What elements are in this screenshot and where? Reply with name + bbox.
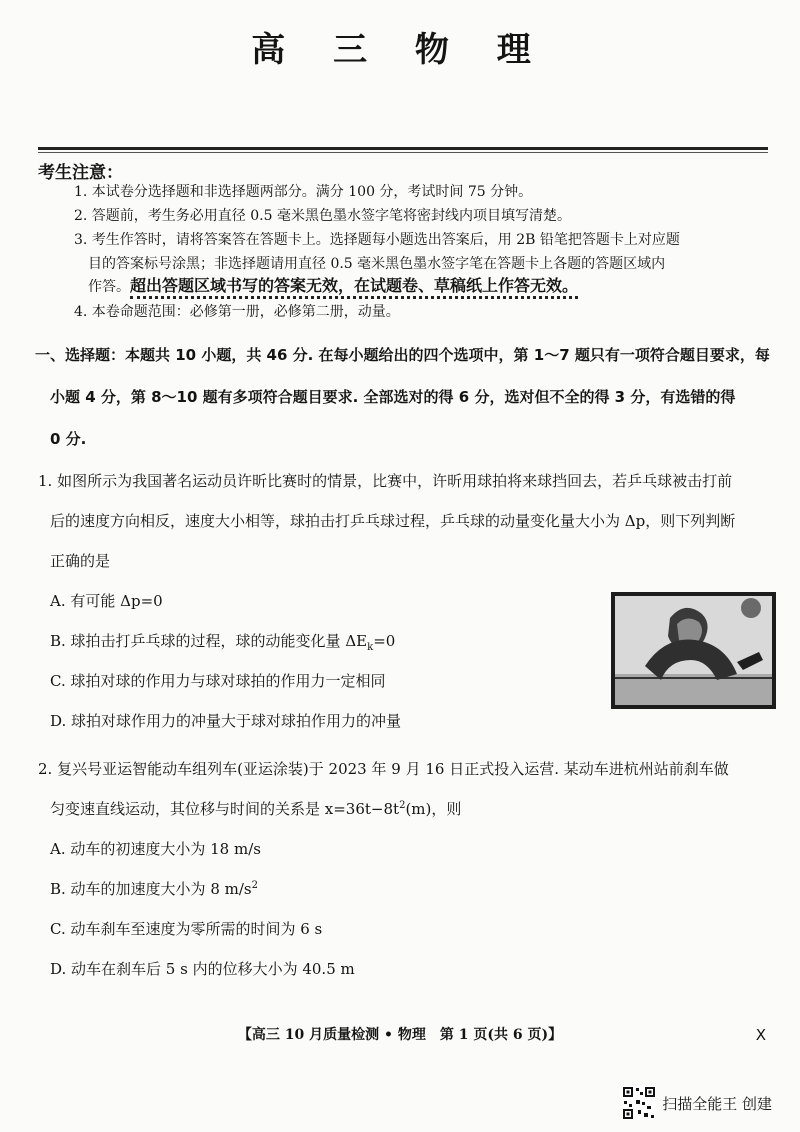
divider-thin: [38, 152, 768, 153]
notice-item-4: 4. 本卷命题范围：必修第一册，必修第二册，动量。: [74, 304, 400, 320]
notice-item-3: 3. 考生作答时，请将答案答在答题卡上。选择题每小题选出答案后，用 2B 铅笔把答题卡上对应题: [74, 232, 680, 248]
notice-item-3-text: 作答。: [88, 279, 130, 295]
notice-item-3-line-2: 目的答案标号涂黑；非选择题请用直径 0.5 毫米黑色墨水签字笔在答题卡上各题的答题区域内: [88, 256, 666, 272]
option-b-subscript: k: [367, 642, 374, 653]
page-footer: 【高三 10 月质量检测 • 物理 第 1 页(共 6 页)】: [237, 1027, 563, 1043]
athlete-photo: [611, 592, 776, 709]
q2-option-b-text: B. 动车的加速度大小为 8 m/s: [50, 880, 252, 898]
question-1-line-3: 正确的是: [50, 552, 111, 570]
question-1-line-1: 1. 如图所示为我国著名运动员许昕比赛时的情景，比赛中，许昕用球拍将来球挡回去，若乒乓球被击打前: [38, 472, 733, 490]
option-b-text: B. 球拍击打乒乓球的过程，球的动能变化量 ΔE: [50, 632, 368, 650]
question-2-tail: (m)，则: [405, 800, 462, 818]
question-2-formula: 匀变速直线运动，其位移与时间的关系是 x=36t−8t: [50, 800, 400, 818]
page-title: 高 三 物 理: [251, 30, 549, 70]
question-2-option-b: [50, 878, 258, 899]
section-1-line-2: 小题 4 分，第 8～10 题有多项符合题目要求. 全部选对的得 6 分，选对但不全的得 3 分，有选错的得: [50, 388, 736, 406]
question-2-option-c: C. 动车刹车至速度为零所需的时间为 6 s: [50, 920, 323, 938]
notice-item-3-line-3: [88, 274, 578, 299]
q2-option-b-exponent: 2: [251, 880, 258, 891]
question-1-line-2: 后的速度方向相反，速度大小相等，球拍击打乒乓球过程，乒乓球的动量变化量大小为 Δp，则下列判断: [50, 512, 736, 530]
notice-emphasis: 超出答题区域书写的答案无效，在试题卷、草稿纸上作答无效。: [130, 276, 578, 299]
section-1-line-3: 0 分.: [50, 430, 87, 448]
scanner-label: 扫描全能王 创建: [662, 1094, 772, 1113]
question-1-option-a: A. 有可能 Δp=0: [50, 592, 163, 610]
notice-heading: 考生注意：: [38, 163, 123, 183]
divider-thick: [38, 147, 768, 150]
question-2-exponent: 2: [399, 800, 406, 811]
question-1-option-b: [50, 630, 395, 653]
question-2-line-2: [50, 798, 461, 819]
question-1-option-d: D. 球拍对球作用力的冲量大于球对球拍作用力的冲量: [50, 712, 402, 730]
option-b-tail: =0: [373, 632, 396, 650]
question-2-option-d: D. 动车在刹车后 5 s 内的位移大小为 40.5 m: [50, 960, 355, 978]
scanner-watermark: [622, 1086, 772, 1120]
athlete-photo-illustration: [615, 596, 772, 705]
notice-item-2: 2. 答题前，考生务必用直径 0.5 毫米黑色墨水签字笔将密封线内项目填写清楚。: [74, 208, 571, 224]
question-2-line-1: 2. 复兴号亚运智能动车组列车(亚运涂装)于 2023 年 9 月 16 日正式投入运营. 某动车进杭州站前刹车做: [38, 760, 729, 778]
notice-item-1: 1. 本试卷分选择题和非选择题两部分。满分 100 分，考试时间 75 分钟。: [74, 184, 533, 200]
question-2-option-a: A. 动车的初速度大小为 18 m/s: [50, 840, 261, 858]
qr-code-icon: [622, 1086, 656, 1120]
section-1-line-1: 一、选择题：本题共 10 小题，共 46 分. 在每小题给出的四个选项中，第 1～7 题只有一项符合题目要求，每: [35, 346, 770, 364]
question-1-option-c: C. 球拍对球的作用力与球对球拍的作用力一定相同: [50, 672, 386, 690]
footer-mark: X: [755, 1026, 766, 1044]
